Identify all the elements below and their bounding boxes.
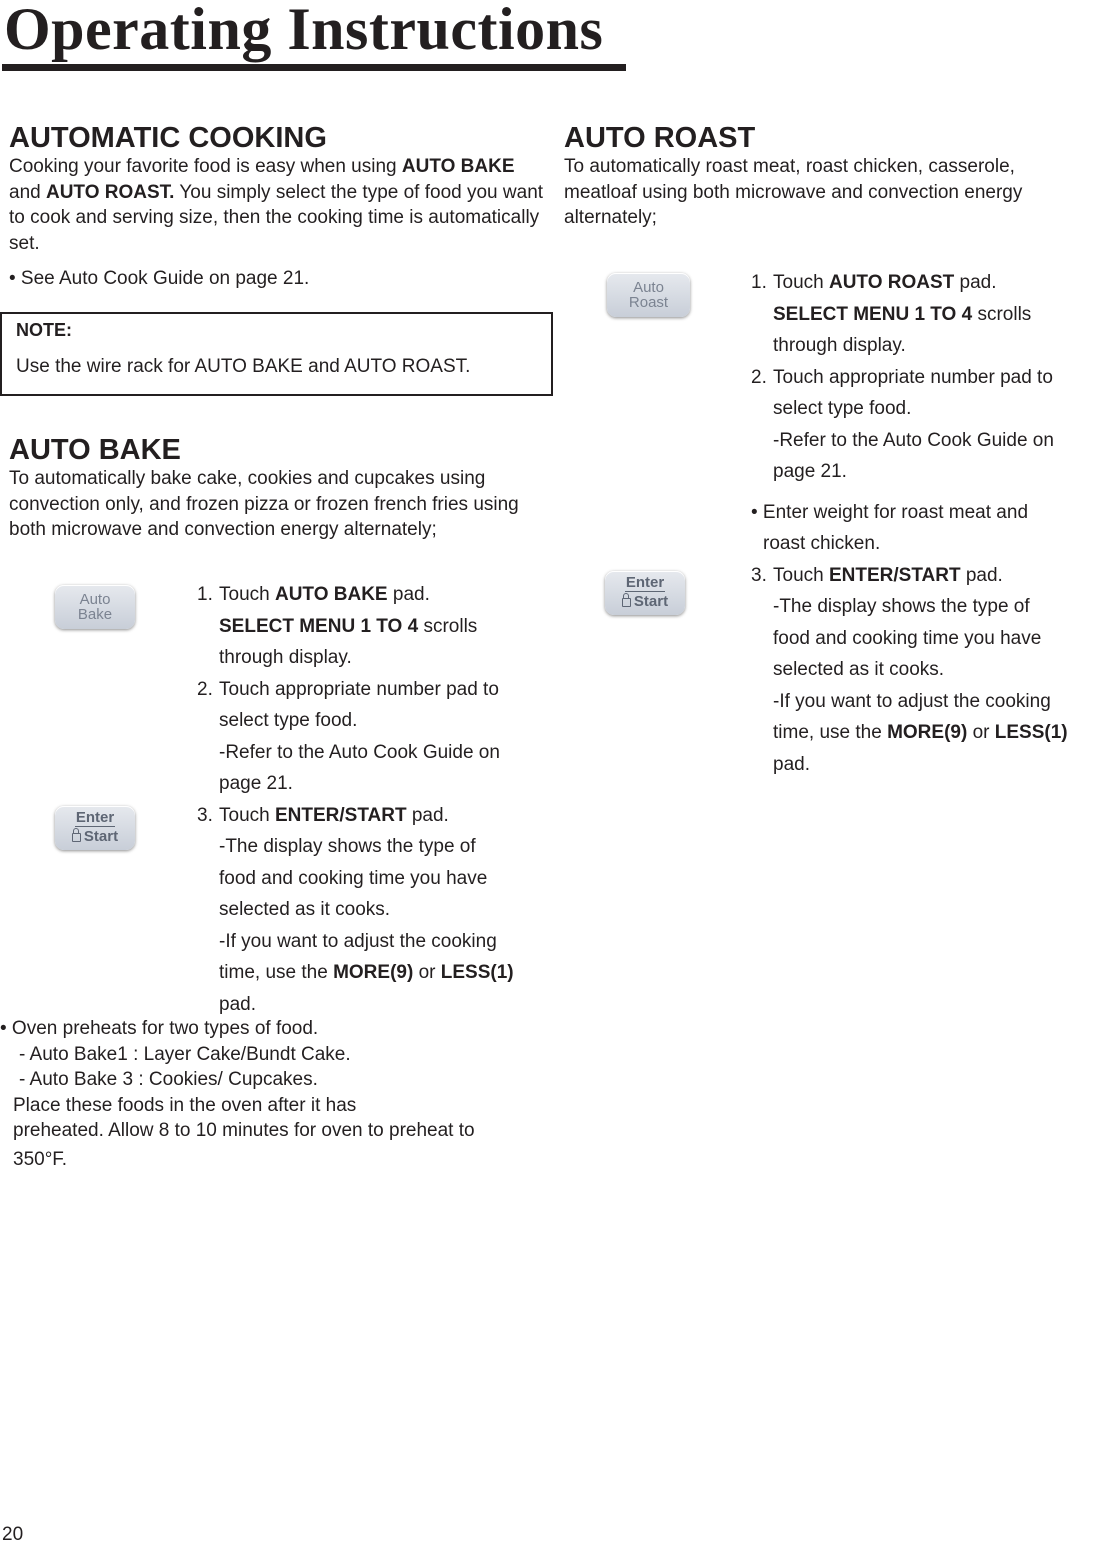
lock-icon: [72, 833, 81, 842]
auto-bake-steps: [197, 579, 547, 1020]
intro-auto-roast: AUTO ROAST.: [45, 181, 175, 203]
auto-bake-intro: To automatically bake cake, cookies and cupcakes using convection only, and frozen pizza or frozen french fries using both microwave and convection energy alternately;: [9, 468, 519, 540]
intro-text: and: [9, 181, 46, 203]
step-number: 3.: [197, 804, 213, 826]
page-number: 20: [2, 1524, 24, 1545]
auto-roast-intro: To automatically roast meat, roast chicken, casserole, meatloaf using both microwave and convection energy alternately;: [564, 156, 1023, 228]
preheat-notes: [0, 1016, 540, 1172]
step: [197, 674, 547, 800]
step-text: Touch ENTER/START pad. -The display shows the type of food and cooking time you have selected as it cooks. -If you want to adjust the cooking time, use the MORE(9) or LESS(1) pad.: [219, 804, 514, 1015]
note-box: [0, 312, 553, 396]
pad-label: Auto: [79, 591, 111, 608]
pad-label-start: [605, 594, 685, 609]
auto-roast-pad[interactable]: [607, 273, 690, 317]
pad-label: Roast: [628, 294, 669, 311]
step: [751, 560, 1093, 781]
step-number: 1.: [197, 584, 213, 605]
auto-roast-heading: AUTO ROAST: [564, 122, 756, 154]
auto-roast-section: [564, 122, 1084, 231]
step: [197, 579, 547, 674]
step: [751, 362, 1093, 488]
step-number: 2.: [751, 366, 767, 388]
automatic-cooking-heading: AUTOMATIC COOKING: [9, 122, 327, 154]
auto-roast-steps: [751, 267, 1093, 780]
automatic-cooking-intro: [9, 154, 544, 256]
preheat-line: preheated. Allow 8 to 10 minutes for oven to preheat to: [13, 1120, 475, 1141]
auto-bake-section: [9, 434, 544, 543]
step: [197, 800, 547, 1021]
title-underline: [2, 64, 626, 71]
enter-start-pad[interactable]: [55, 806, 135, 850]
enter-start-pad[interactable]: [605, 571, 685, 615]
preheat-line: • Oven preheats for two types of food.: [0, 1018, 319, 1039]
preheat-line: - Auto Bake1 : Layer Cake/Bundt Cake.: [19, 1043, 351, 1065]
step-number: 3.: [751, 564, 767, 586]
pad-label: Auto: [633, 279, 664, 296]
pad-label: Bake: [77, 606, 113, 623]
step-number: 2.: [197, 678, 213, 700]
pad-label-start: [55, 829, 135, 844]
page-title: Operating Instructions: [4, 0, 604, 62]
pad-label: Start: [633, 593, 669, 610]
weight-bullet: [751, 497, 1093, 560]
pad-label: Start: [83, 828, 119, 845]
lock-icon: [622, 598, 631, 607]
preheat-line: Place these foods in the oven after it has: [13, 1094, 357, 1116]
note-text: Use the wire rack for AUTO BAKE and AUTO ROAST.: [16, 356, 471, 377]
bullet-line: roast chicken.: [763, 533, 881, 554]
preheat-line: 350°F.: [13, 1148, 68, 1170]
intro-auto-bake: AUTO BAKE: [401, 156, 515, 177]
step: [751, 267, 1093, 362]
intro-text: Cooking your favorite food is easy when using: [9, 156, 402, 177]
automatic-cooking-section: [9, 122, 544, 292]
preheat-line: - Auto Bake 3 : Cookies/ Cupcakes.: [19, 1069, 318, 1090]
step-text: Touch appropriate number pad to select type food. -Refer to the Auto Cook Guide on page 21.: [219, 678, 500, 794]
auto-bake-pad[interactable]: [55, 585, 135, 629]
step-text: Touch AUTO ROAST pad. SELECT MENU 1 TO 4 scrolls through display.: [773, 272, 1032, 356]
step-number: 1.: [751, 272, 767, 293]
step-text: Touch appropriate number pad to select type food. -Refer to the Auto Cook Guide on page 21.: [773, 366, 1054, 482]
auto-bake-heading: AUTO BAKE: [9, 434, 181, 466]
intro-text: You simply select the type of food you want to cook and serving size, then the cooking time is automatically set.: [9, 181, 544, 254]
pad-label: Enter: [625, 574, 665, 591]
auto-cook-guide-bullet: • See Auto Cook Guide on page 21.: [9, 268, 310, 289]
bullet-line: • Enter weight for roast meat and: [751, 501, 1029, 523]
step-text: Touch ENTER/START pad. -The display shows the type of food and cooking time you have selected as it cooks. -If you want to adjust the cooking time, use the MORE(9) or LESS(1) pad.: [773, 564, 1068, 775]
pad-label: Enter: [75, 809, 115, 826]
step-text: Touch AUTO BAKE pad. SELECT MENU 1 TO 4 scrolls through display.: [219, 584, 478, 668]
note-title: NOTE:: [16, 320, 72, 340]
